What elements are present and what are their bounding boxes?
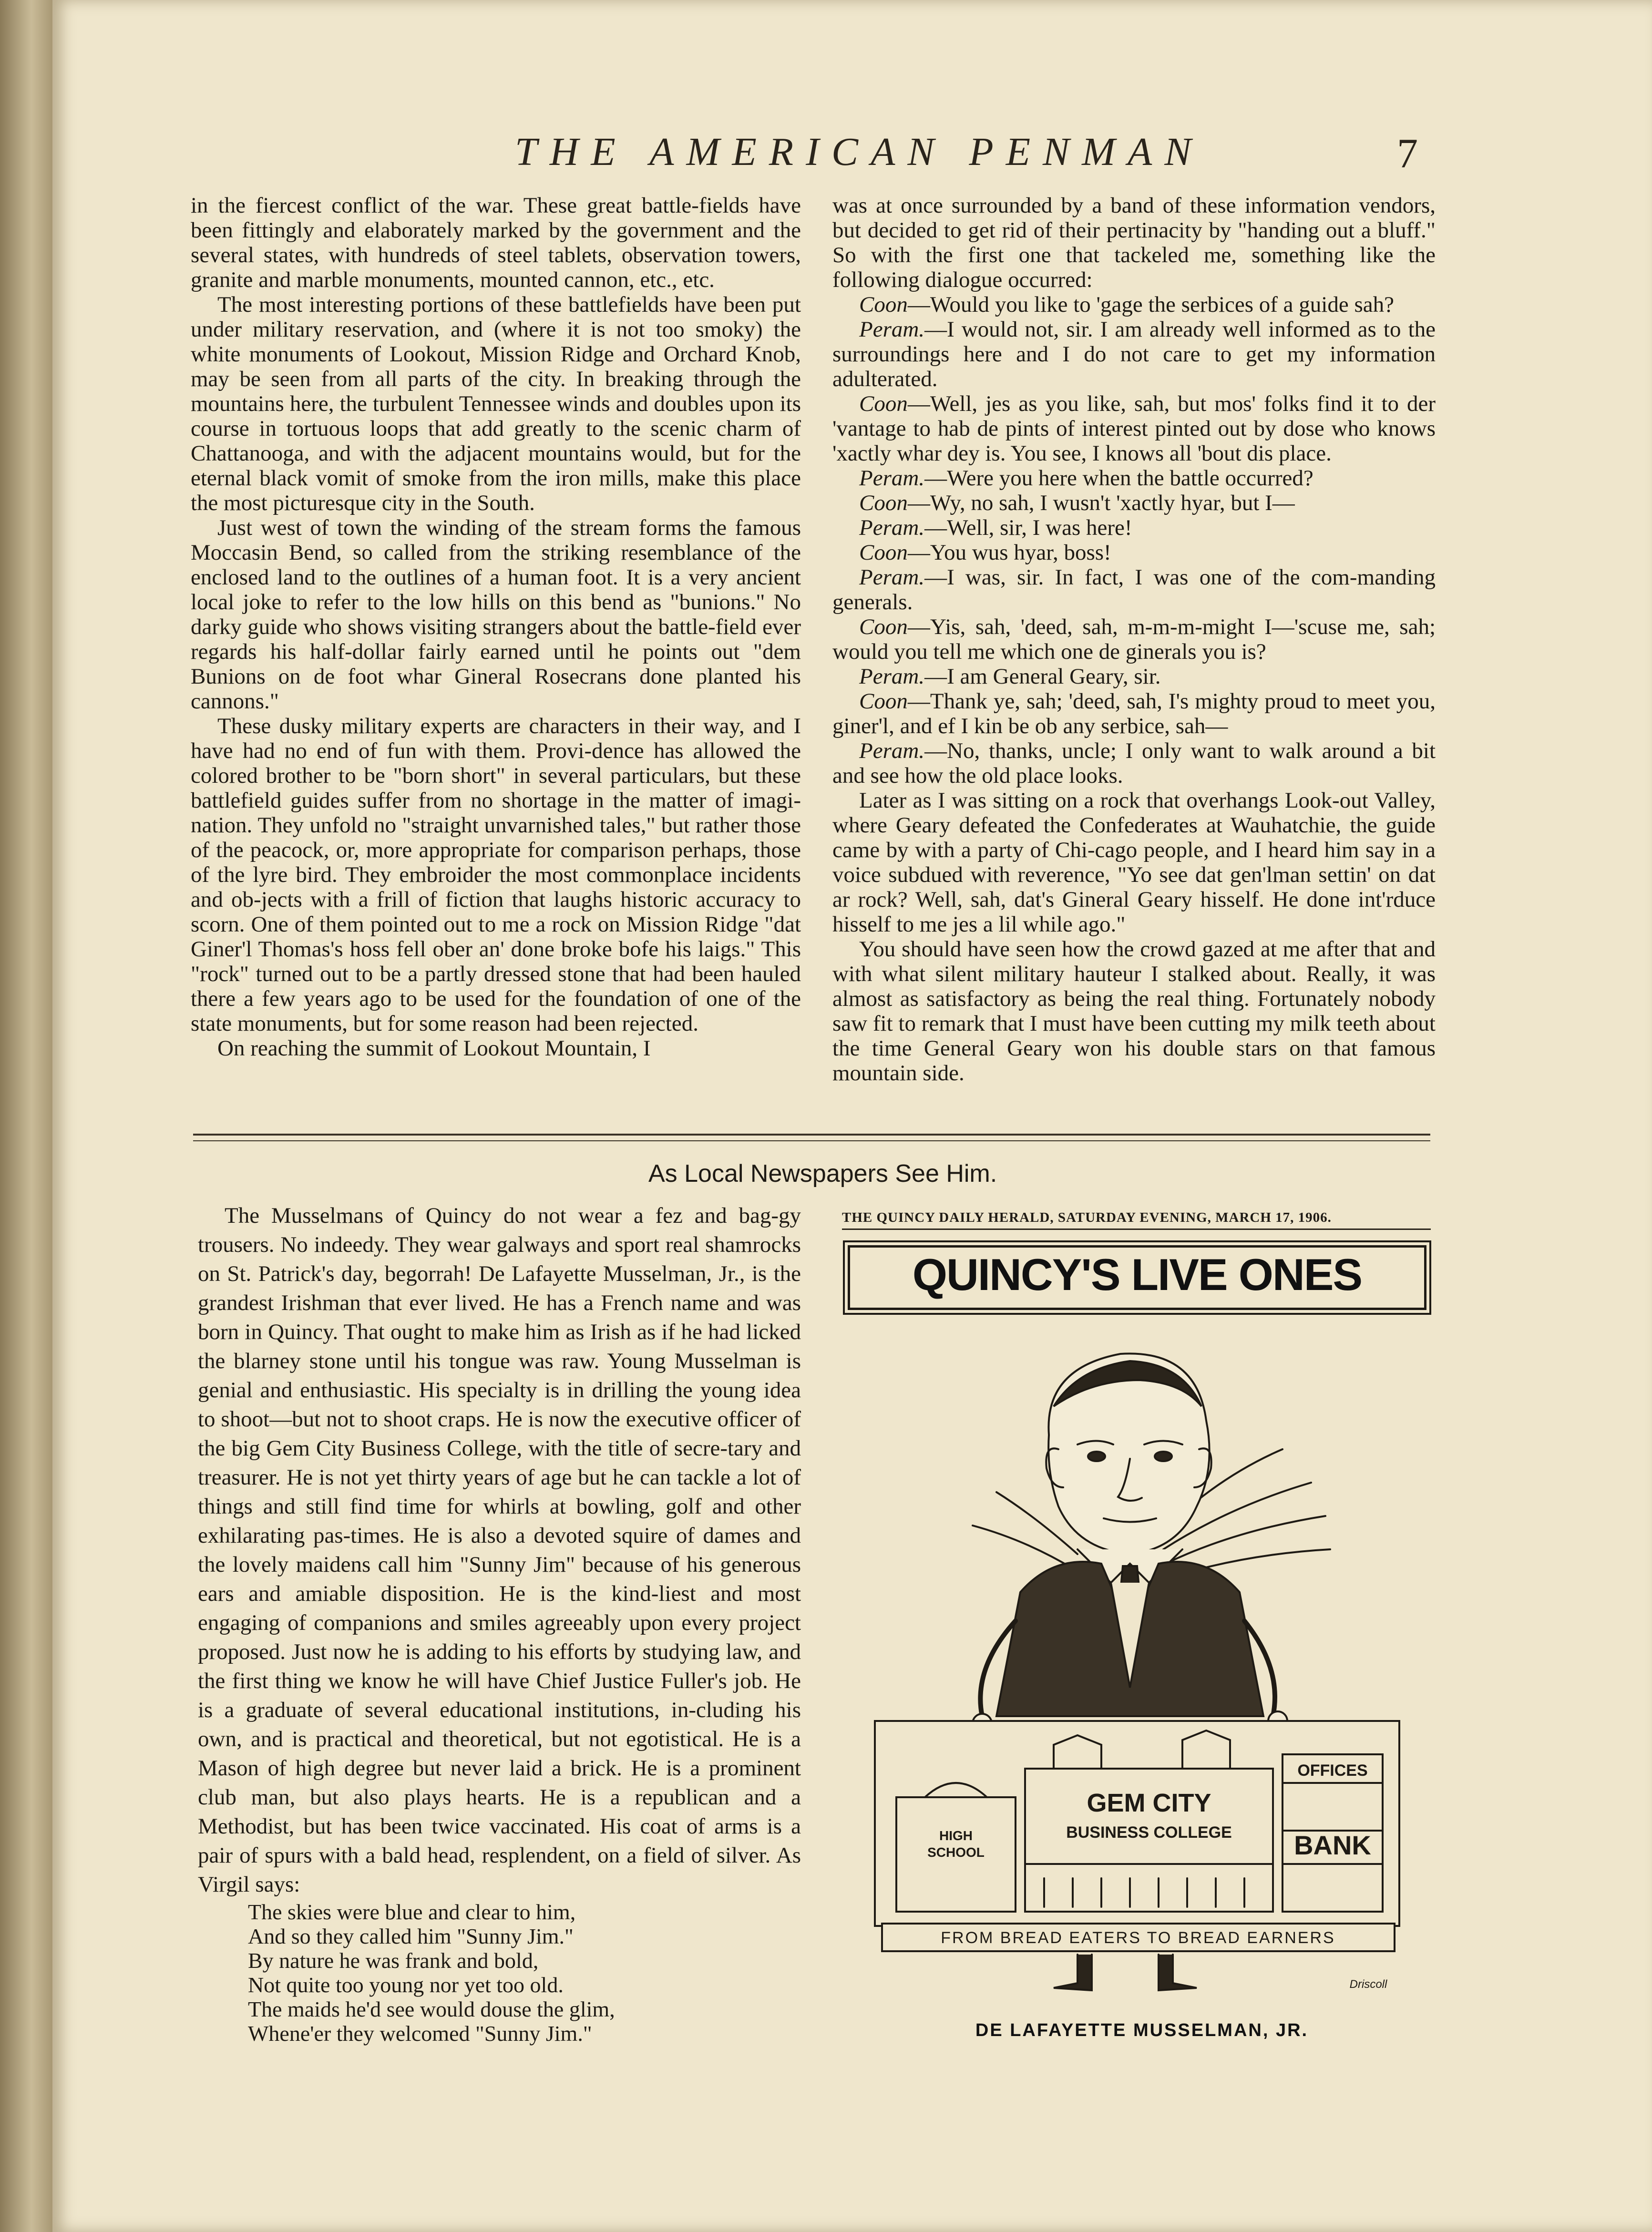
line: —Would you like to 'gage the serbices of a guide sah?: [907, 292, 1394, 317]
speaker: Peram.: [859, 317, 925, 342]
cartoon-label-gem-city: GEM CITY: [1087, 1789, 1211, 1817]
speaker: Peram.: [859, 565, 925, 590]
speaker: Peram.: [859, 515, 925, 540]
dialogue-line: [832, 391, 1436, 466]
book-binding: [0, 0, 52, 2232]
caricature-illustration: [853, 1325, 1423, 2017]
cartoon-label-offices: OFFICES: [1297, 1761, 1368, 1780]
poem-line: Not quite too young nor yet too old.: [248, 1973, 564, 1997]
poem-line: The maids he'd see would douse the glim,: [248, 1997, 615, 2021]
cartoon-banner: FROM BREAD EATERS TO BREAD EARNERS: [941, 1929, 1335, 1947]
artist-signature: Driscoll: [1349, 1978, 1387, 1991]
line: —No, thanks, uncle; I only want to walk around a bit and see how the old place looks.: [832, 738, 1436, 788]
cartoon-label-business-college: BUSINESS COLLEGE: [1066, 1823, 1232, 1842]
left-column-top: [191, 193, 801, 1061]
dialogue-line: [832, 565, 1436, 614]
speaker: Coon: [859, 491, 908, 515]
speaker: Coon: [859, 391, 908, 416]
running-title: THE AMERICAN PENMAN: [515, 130, 1204, 174]
line: —Yis, sah, 'deed, sah, m-m-m-might I—'scuse me, sah; would you tell me which one de ginerals you is?: [832, 614, 1436, 664]
speaker: Coon: [859, 540, 908, 565]
line: —You wus hyar, boss!: [907, 540, 1111, 565]
speaker: Peram.: [859, 738, 925, 763]
line: —Were you here when the battle occurred?: [924, 466, 1313, 491]
dialogue-line: [832, 292, 1436, 317]
paragraph: in the fiercest conflict of the war. These great battle-fields have been fittingly and elaborately marked by the government and the several states, with hundreds of steel tablets, observation towers, granite and marble monuments, mounted cannon, etc., etc.: [191, 193, 801, 292]
dialogue-line: [832, 689, 1436, 738]
dialogue-line: [832, 491, 1436, 515]
cartoon-caption: DE LAFAYETTE MUSSELMAN, JR.: [975, 2020, 1309, 2040]
poem-line: By nature he was frank and bold,: [248, 1948, 539, 1973]
right-column-top: [832, 193, 1436, 1085]
paragraph: The Musselmans of Quincy do not wear a fez and bag-gy trousers. No indeedy. They wear galways and sport real shamrocks on St. Patrick's day, begorrah! De Lafayette Musselman, Jr., is the grandest Irishman that ever lived. He has a French name and was born in Quincy. That ought to make him as Irish as if he had licked the blarney stone until his tongue was raw. Young Musselman is genial and enthusiastic. His specialty is in drilling the young idea to shoot—but not to shoot craps. He is now the executive officer of the big Gem City Business College, with the title of secre-tary and treasurer. He is not yet thirty years of age but he can tackle a lot of things and still find time for whirls at bowling, golf and other exhilarating pas-times. He is also a devoted squire of dames and the lovely maidens call him "Sunny Jim" because of his generous ears and amiable disposition. He is the kind-liest and most engaging of companions and smiles agreeably upon every project proposed. Just now he is adding to his efforts by studying law, and the first thing we know he will have Chief Justice Fuller's job. He is a graduate of several educational institutions, in-cluding his own, and is practical and theoretical, but not egotistical. He is a Mason of high degree but never laid a brick. He is a prominent club man, but also plays hearts. He is a republican and a Methodist, but has been twice vaccinated. His coat of arms is a pair of spurs with a bald head, resplendent, on a field of silver. As Virgil says:: [198, 1203, 801, 1897]
line: —I am General Geary, sir.: [924, 664, 1161, 689]
dialogue-line: [832, 540, 1436, 565]
line: —I would not, sir. I am already well informed as to the surroundings here and I do not care to get my information adulterated.: [832, 317, 1436, 391]
dialogue-line: [832, 614, 1436, 664]
paragraph: The most interesting portions of these battlefields have been put under military reservation, and (where it is not too smoky) the white monuments of Lookout, Mission Ridge and Orchard Knob, may be seen from all parts of the city. In breaking through the mountains here, the turbulent Tennessee winds and doubles upon its course in tortuous loops that add greatly to the scenic charm of Chattanooga, and with the adjacent mountains would, but for the eternal black vomit of smoke from the iron mills, make this place the most picturesque city in the South.: [191, 292, 801, 515]
cartoon-label-bank: BANK: [1294, 1830, 1371, 1860]
line: —Well, jes as you like, sah, but mos' folks find it to der 'vantage to hab de pints of interest pinted out by dose who knows 'xactly whar dey is. You see, I knows all 'bout dis place.: [832, 391, 1436, 466]
line: —Thank ye, sah; 'deed, sah, I's mighty proud to meet you, giner'l, and ef I kin be ob any serbice, sah—: [832, 689, 1436, 738]
section-heading: As Local Newspapers See Him.: [648, 1160, 997, 1188]
poem-line: The skies were blue and clear to him,: [248, 1900, 576, 1924]
line: —Wy, no sah, I wusn't 'xactly hyar, but I—: [907, 491, 1295, 515]
line: —Well, sir, I was here!: [924, 515, 1132, 540]
dialogue-line: [832, 317, 1436, 391]
cartoon-label-high: HIGH: [939, 1828, 973, 1843]
paragraph: You should have seen how the crowd gazed at me after that and with what silent military hauteur I stalked about. Really, it was almost as satisfactory as being the real thing. Fortunately nobody saw fit to remark that I must have been cutting my milk teeth about the time General Geary won his double stars on that famous mountain side.: [832, 937, 1436, 1085]
speaker: Peram.: [859, 466, 925, 491]
page-number: 7: [1397, 131, 1418, 177]
speaker: Coon: [859, 614, 908, 639]
dialogue-line: [832, 664, 1436, 689]
divider-rule: [193, 1140, 1430, 1141]
dialogue-line: [832, 515, 1436, 540]
dialogue-line: [832, 466, 1436, 491]
poem: [248, 1900, 772, 2046]
newspaper-dateline: THE QUINCY DAILY HERALD, SATURDAY EVENING, MARCH 17, 1906.: [842, 1210, 1431, 1230]
poem-line: And so they called him "Sunny Jim.": [248, 1924, 574, 1948]
paragraph: Later as I was sitting on a rock that overhangs Look-out Valley, where Geary defeated the Confederates at Wauhatchie, the guide came by with a party of Chi-cago people, and I heard him say in a voice subdued with reverence, "Yo see dat gen'lman settin' on dat ar rock? Well, sah, dat's Gineral Geary hisself. He done int'rduce hisself to me jes a lil while ago.": [832, 788, 1436, 937]
paragraph: On reaching the summit of Lookout Mountain, I: [217, 1036, 651, 1061]
poem-line: Whene'er they welcomed "Sunny Jim.": [248, 2021, 592, 2046]
dialogue-line: [832, 738, 1436, 788]
paragraph: Just west of town the winding of the stream forms the famous Moccasin Bend, so called from the striking resemblance of the enclosed land to the outlines of a human foot. It is a very ancient local joke to refer to the low hills on this bend as "bunions." No darky guide who shows visiting strangers about the battle-field ever regards his half-dollar fairly earned until he points out "dem Bunions on de foot whar Gineral Rosecrans done planted his cannons.": [191, 515, 801, 714]
line: —I was, sir. In fact, I was one of the com-manding generals.: [832, 565, 1436, 614]
speaker: Peram.: [859, 664, 925, 689]
paragraph: was at once surrounded by a band of these information vendors, but decided to get rid of their pertinacity by "handing out a bluff." So with the first one that tackeled me, something like the following dialogue occurred:: [832, 193, 1436, 292]
divider-rule: [193, 1134, 1430, 1136]
speaker: Coon: [859, 292, 908, 317]
left-column-bottom: [198, 1201, 801, 1899]
paragraph: These dusky military experts are characters in their way, and I have had no end of fun with them. Provi-dence has allowed the colored brother to be "born short" in several particulars, but these battlefield guides suffer from no shortage in the matter of imagi-nation. They unfold no "straight unvarnished tales," but rather those of the peacock, or, more appropriate for comparison perhaps, those of the lyre bird. They embroider the most commonplace incidents and ob-jects with a frill of fiction that laughs historic accuracy to scorn. One of them pointed out to me a rock on Mission Ridge "dat Giner'l Thomas's hoss fell ober an' done broke bofe his laigs." This "rock" turned out to be a partly dressed stone that had been hauled there a few years ago to be used for the foundation of one of the state monuments, but for some reason had been rejected.: [191, 714, 801, 1036]
newspaper-headline: QUINCY'S LIVE ONES: [912, 1249, 1362, 1300]
cartoon-label-school: SCHOOL: [927, 1845, 985, 1860]
speaker: Coon: [859, 689, 908, 714]
